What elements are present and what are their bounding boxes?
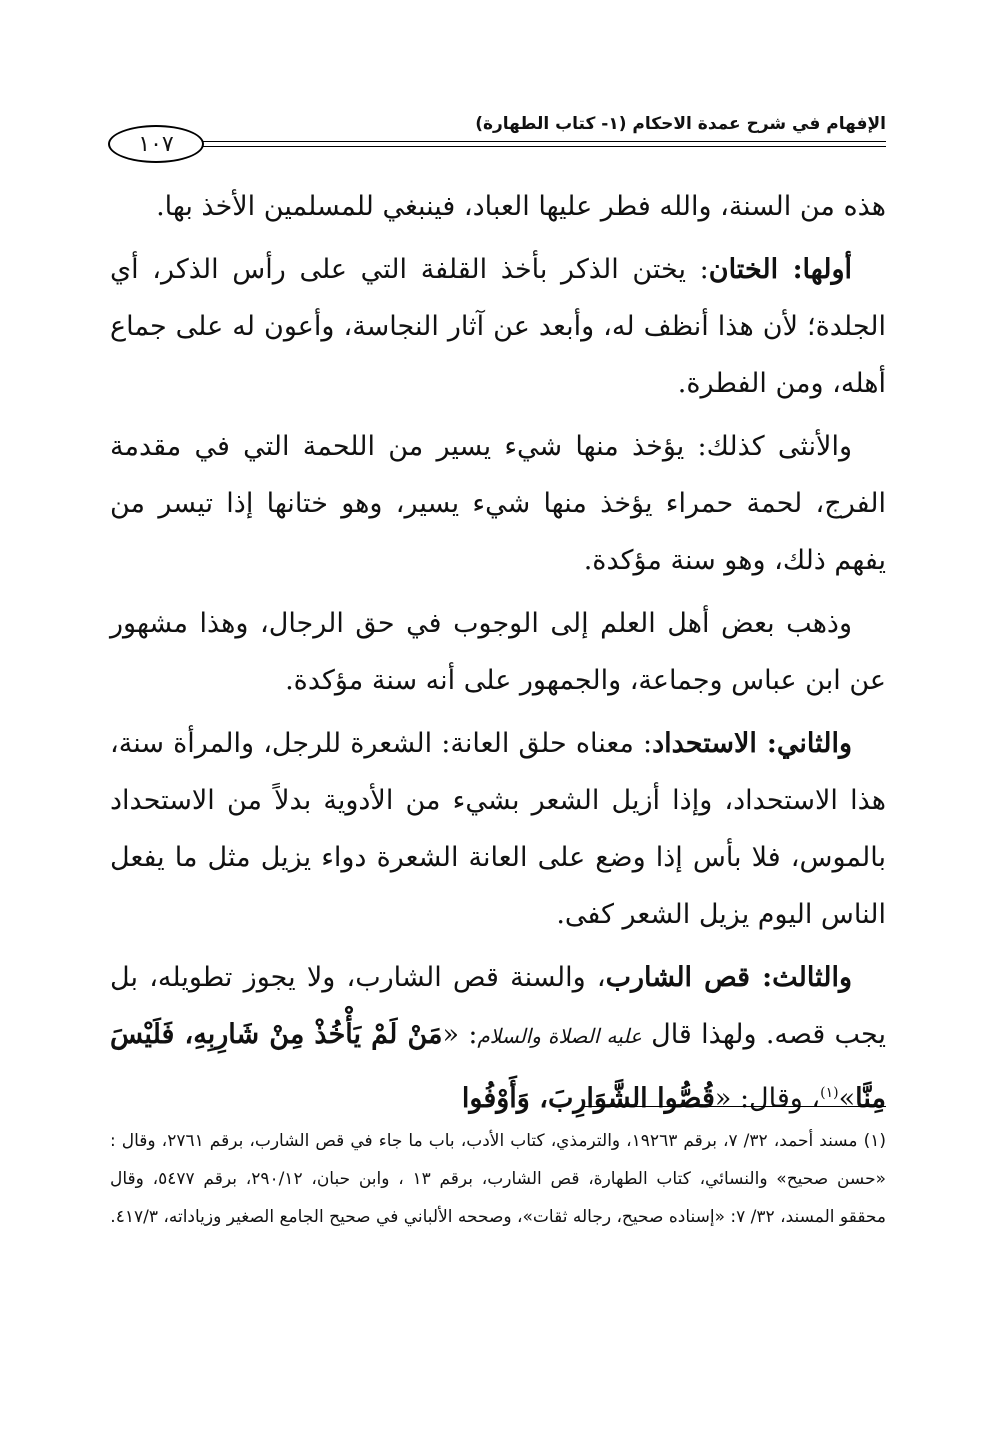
paragraph-text: وذهب بعض أهل العلم إلى الوجوب في حق الرجال، وهذا مشهور عن ابن عباس وجماعة، والجمهور على أنه سنة مؤكدة. [110, 608, 886, 696]
hadith-text: مَنْ لَمْ يَأْخُذْ مِنْ شَارِبِهِ، فَلَيْسَ مِنَّا [110, 1019, 886, 1114]
quote-close: » [838, 1083, 856, 1114]
paragraph-text: هذه من السنة، والله فطر عليها العباد، فينبغي للمسلمين الأخذ بها. [156, 191, 886, 222]
hadith-text: قُصُّوا الشَّوَارِبَ، وَأَوْفُوا [461, 1083, 715, 1114]
paragraph [110, 418, 886, 589]
paragraph [110, 715, 886, 943]
section-term: أولها: الختان [708, 254, 852, 285]
main-text [110, 178, 886, 1133]
section-term: والثاني: الاستحداد [652, 728, 853, 759]
paragraph-text: : معناه حلق العانة: الشعرة للرجل، والمرأة سنة، هذا الاستحداد، وإذا أزيل الشعر بشيء من الأدوية بدلاً من الاستحداد بالموس، فلا بأس إذا وضع على العانة الشعرة دواء يزيل مثل ما يفعل الناس اليوم يزيل الشعر كفى. [110, 728, 886, 930]
page-number-badge [108, 125, 204, 163]
footnotes [110, 1122, 886, 1236]
header-rule [192, 141, 886, 142]
running-title: الإفهام في شرح عمدة الاحكام (١- كتاب الطهارة) [475, 114, 886, 134]
quote-open: : « [442, 1019, 478, 1050]
paragraph [110, 178, 886, 235]
paragraph-text: : يختن الذكر بأخذ القلفة التي على رأس الذكر، أي الجلدة؛ لأن هذا أنظف له، وأبعد عن آثار النجاسة، وأعون له على جماع أهله، ومن الفطرة. [110, 254, 886, 399]
footnote-separator [583, 1106, 886, 1107]
paragraph [110, 949, 886, 1127]
salawat-mark: عليه الصلاة والسلام [477, 1024, 642, 1048]
page-header [108, 108, 886, 168]
header-rule [192, 146, 886, 147]
section-term: والثالث: قص الشارب [605, 962, 852, 993]
page-number: ١٠٧ [138, 131, 174, 157]
footnote-reference[interactable]: (١) [820, 1085, 839, 1101]
paragraph [110, 241, 886, 412]
paragraph-text: ، والسنة قص الشارب، ولا يجوز تطويله، بل يجب قصه. ولهذا قال [110, 962, 886, 1050]
paragraph-text: ، وقال: « [714, 1083, 821, 1114]
paragraph-text: والأنثى كذلك: يؤخذ منها شيء يسير من اللحمة التي في مقدمة الفرج، لحمة حمراء يؤخذ منها شيء يسير، وهو ختانها إذا تيسر من يفهم ذلك، وهو سنة مؤكدة. [110, 431, 886, 576]
footnote: (١) مسند أحمد، ٣٢/ ٧، برقم ١٩٢٦٣، والترمذي، كتاب الأدب، باب ما جاء في قص الشارب، برقم ٢٧٦١، وقال : «حسن صحيح» والنسائي، كتاب الطهارة، قص الشارب، برقم ١٣ ، وابن حبان، ٢٩٠/١٢، برقم ٥٤٧٧، وقال محققو المسند، ٣٢/ ٧: «إسناده صحيح، رجاله ثقات»، وصححه الألباني في صحيح الجامع الصغير وزياداته، ٤١٧/٣. [110, 1131, 887, 1227]
paragraph [110, 595, 886, 709]
